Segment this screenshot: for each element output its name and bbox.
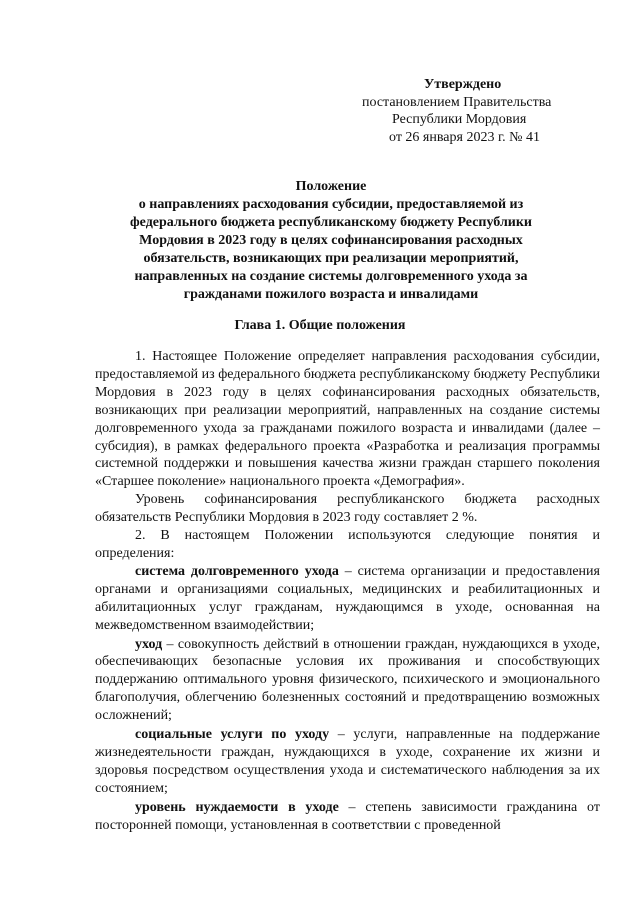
definition-term: социальные услуги по уходу [135, 727, 330, 743]
paragraph-1: 1. Настоящее Положение определяет направления расходования субсидии, предоставляемой из федерального бюджета республиканскому бюджету Республики Мордовия в 2023 году в целях софинансирования расходных обязательств, возникающих при реализации мероприятий, направленных на создание системы долговременного ухода за гражданами пожилого возраста и инвалидами (далее – субсидия), в рамках федерального проекта «Разработка и реализация программы системной поддержки и повышения качества жизни граждан старшего поколения «Старшее поколение» национального проекта «Демография». [95, 349, 600, 490]
approval-line-1: постановлением Правительства [362, 94, 552, 110]
document-subtitle: о направлениях расходования субсидии, предоставляемой из федерального бюджета республиканскому бюджету Республики Мордовия в 2023 году в целях софинансирования расходных обязательств, возникающих при реализации мероприятий, направленных на создание системы долговременного ухода за гражданами пожилого возраста и инвалидами [130, 197, 532, 302]
definition-care-need-level [95, 799, 600, 835]
definition-text: – степень зависимости гражданина от посторонней помощи, установленная в соответствии с проведенной [95, 799, 600, 833]
definition-care [95, 636, 600, 726]
approval-title: Утверждено [424, 77, 502, 92]
definition-social-services [95, 726, 600, 798]
definition-term: уход [135, 636, 163, 652]
paragraph-2: 2. В настоящем Положении используются следующие понятия и определения: [95, 528, 600, 561]
approval-line-2: Республики Мордовия [392, 112, 527, 127]
chapter-heading: Глава 1. Общие положения [234, 318, 406, 333]
document-heading: Положение [295, 179, 367, 194]
definition-text: – совокупность действий в отношении граждан, нуждающихся в уходе, обеспечивающих безопасные условия их проживания и способствующих поддержанию оптимального уровня физического, психического и эмоционального благополучия, облегчению болезненных состояний и предотвращению возможных осложнений; [95, 636, 600, 724]
paragraph-cofinancing: Уровень софинансирования республиканского бюджета расходных обязательств Республики Мордовия в 2023 году составляет 2 %. [95, 492, 600, 526]
definition-term: уровень нуждаемости в уходе [135, 799, 339, 815]
definition-long-term-care [95, 563, 600, 635]
approval-stamp [340, 76, 600, 146]
definition-text: – услуги, направленные на поддержание жизнедеятельности граждан, нуждающихся в уходе, сохранение их жизни и здоровья посредством осуществления ухода и систематического наблюдения за их состоянием; [95, 727, 600, 796]
document-body [95, 348, 600, 834]
document-title [96, 178, 566, 304]
definition-term: система долговременного ухода [135, 563, 339, 579]
approval-line-3: от 26 января 2023 г. № 41 [389, 129, 540, 145]
definition-text: – система организации и предоставления органами и организациями социальных, медицинских и реабилитационных и абилитационных услуг гражданам, нуждающимся в уходе, основанная на межведомственном взаимодействии; [95, 563, 600, 633]
